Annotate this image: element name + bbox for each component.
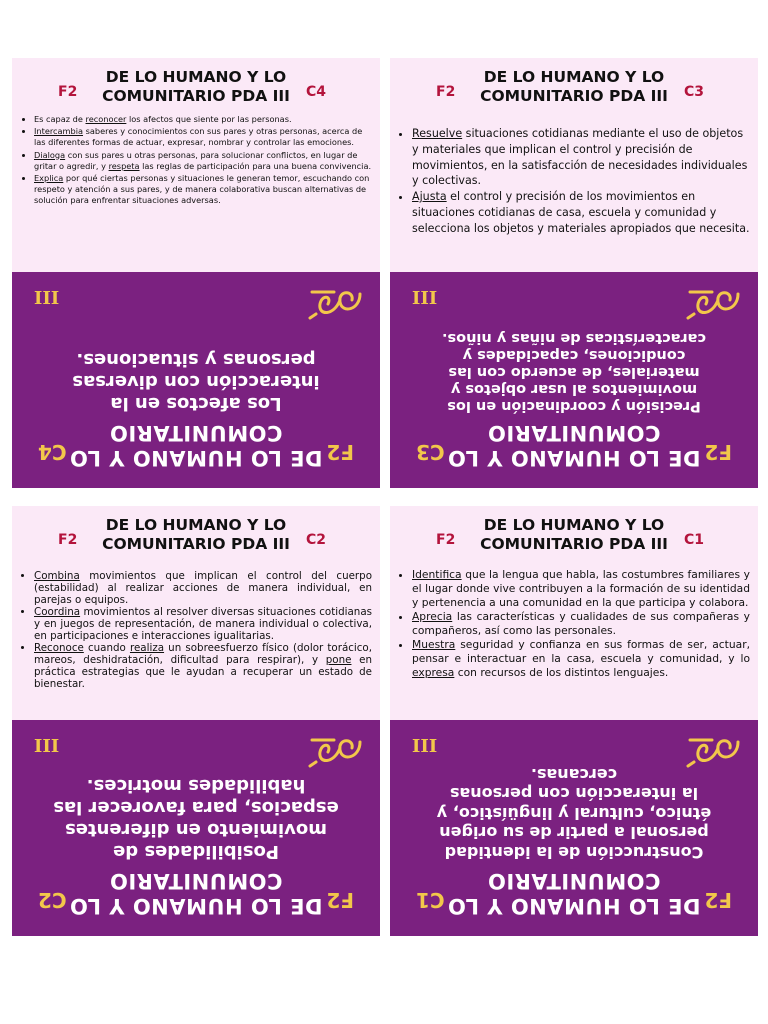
field-code: F2 — [58, 84, 78, 100]
rotated-field-code: F2 — [704, 888, 732, 912]
list-item: • Es capaz de reconocer los afectos que siente por las personas. — [34, 114, 372, 125]
list-item: • Identifica que la lengua que habla, las costumbres familiares y el lugar donde vive contribuyen a la formación de su identidad y pertenencia a una comunidad en la que participa y colabora. — [412, 568, 750, 610]
rotated-title: DE LO HUMANO Y LO COMUNITARIO — [69, 869, 323, 918]
level-numeral: III — [34, 734, 60, 755]
card-c4 — [12, 58, 380, 488]
card-back — [390, 720, 758, 936]
rotated-panel — [390, 720, 758, 936]
field-code: F2 — [58, 532, 78, 548]
card-back — [12, 272, 380, 488]
rotated-content-code: C3 — [416, 440, 445, 464]
rotated-title: DE LO HUMANO Y LO COMUNITARIO — [447, 869, 701, 918]
level-numeral: III — [412, 286, 438, 307]
list-item: • Intercambia saberes y conocimientos con sus pares y otras personas, acerca de las diferentes formas de actuar, expresar, nombrar y controlar las emociones. — [34, 126, 372, 148]
list-item: • Dialoga con sus pares u otras personas, para solucionar conflictos, en lugar de gritar o agredir, y respeta las reglas de participación para una buena convivencia. — [34, 150, 372, 172]
content-code: C1 — [684, 532, 705, 548]
rotated-field-code: F2 — [326, 888, 354, 912]
rotated-panel — [390, 272, 758, 488]
rotated-header — [12, 864, 380, 924]
logo-icon — [686, 734, 742, 768]
card-c1 — [390, 506, 758, 936]
card-front — [12, 506, 380, 720]
card-front — [12, 58, 380, 272]
card-header — [390, 514, 758, 562]
card-front — [390, 58, 758, 272]
level-numeral: III — [34, 286, 60, 307]
rotated-content-code: C4 — [38, 440, 67, 464]
rotated-description: Precisión y coordinación en los movimientos al usar objetos y materiales, de acuerdo con las condiciones, capacidades y características de niñas y niños. — [442, 330, 706, 414]
rotated-description: Posibilidades de movimiento en diferentes espacios, para favorecer las habilidades motrices. — [53, 775, 339, 862]
card-c2 — [12, 506, 380, 936]
list-item: • Explica por qué ciertas personas y situaciones le generan temor, escuchando con respeto y atención a sus pares, y de manera colaborativa buscan alternativas de solución para enfrentar situaciones adversas. — [34, 173, 372, 207]
rotated-title: DE LO HUMANO Y LO COMUNITARIO — [69, 421, 323, 470]
pda-list — [396, 568, 750, 680]
rotated-description: Construcción de la identidad personal a partir de su origen étnico, cultural y lingüístico, y la interacción con personas cercanas. — [436, 765, 712, 862]
rotated-panel — [12, 272, 380, 488]
list-item: • Aprecia las características y cualidades de sus compañeras y compañeros, así como las personales. — [412, 610, 750, 638]
card-header — [12, 514, 380, 562]
card-title: DE LO HUMANO Y LO COMUNITARIO PDA III — [102, 68, 290, 105]
logo-icon — [686, 286, 742, 320]
rotated-header — [390, 416, 758, 476]
card-back — [12, 720, 380, 936]
list-item: • Reconoce cuando realiza un sobreesfuerzo físico (dolor torácico, mareos, deshidratación, dificultad para respirar), y pone en práctica estrategias que le ayudan a recuperar un estado de bienestar. — [34, 642, 372, 690]
list-item: • Coordina movimientos al resolver diversas situaciones cotidianas y en juegos de representación, de manera individual o colectiva, en participaciones e interacciones igualitarias. — [34, 606, 372, 642]
content-code: C3 — [684, 84, 705, 100]
rotated-field-code: F2 — [326, 440, 354, 464]
logo-icon — [308, 286, 364, 320]
card-title: DE LO HUMANO Y LO COMUNITARIO PDA III — [480, 68, 668, 105]
rotated-field-code: F2 — [704, 440, 732, 464]
card-title: DE LO HUMANO Y LO COMUNITARIO PDA III — [102, 516, 290, 553]
rotated-header — [390, 864, 758, 924]
pda-list — [18, 114, 372, 208]
pda-list — [18, 570, 372, 690]
rotated-header — [12, 416, 380, 476]
content-code: C2 — [306, 532, 327, 548]
logo-icon — [308, 734, 364, 768]
field-code: F2 — [436, 532, 456, 548]
list-item: • Combina movimientos que implican el control del cuerpo (estabilidad) al realizar acciones de manera individual, en parejas o equipos. — [34, 570, 372, 606]
list-item: • Ajusta el control y precisión de los movimientos en situaciones cotidianas de casa, escuela y comunidad y selecciona los objetos y materiales apropiados que necesita. — [412, 189, 750, 236]
rotated-content-code: C1 — [416, 888, 445, 912]
rotated-panel — [12, 720, 380, 936]
card-header — [390, 66, 758, 114]
field-code: F2 — [436, 84, 456, 100]
list-item: • Resuelve situaciones cotidianas mediante el uso de objetos y materiales que implican el control y precisión de movimientos, en la satisfacción de necesidades individuales y colectivas. — [412, 126, 750, 189]
level-numeral: III — [412, 734, 438, 755]
card-header — [12, 66, 380, 114]
card-c3 — [390, 58, 758, 488]
rotated-content-code: C2 — [38, 888, 67, 912]
list-item: • Muestra seguridad y confianza en sus formas de ser, actuar, pensar e interactuar en la casa, escuela y comunidad, y lo expresa con recursos de los distintos lenguajes. — [412, 638, 750, 680]
pda-list — [396, 126, 750, 237]
card-front — [390, 506, 758, 720]
rotated-description: Los afectos en la interacción con diversas personas y situaciones. — [72, 349, 320, 414]
card-back — [390, 272, 758, 488]
content-code: C4 — [306, 84, 327, 100]
card-title: DE LO HUMANO Y LO COMUNITARIO PDA III — [480, 516, 668, 553]
rotated-title: DE LO HUMANO Y LO COMUNITARIO — [447, 421, 701, 470]
